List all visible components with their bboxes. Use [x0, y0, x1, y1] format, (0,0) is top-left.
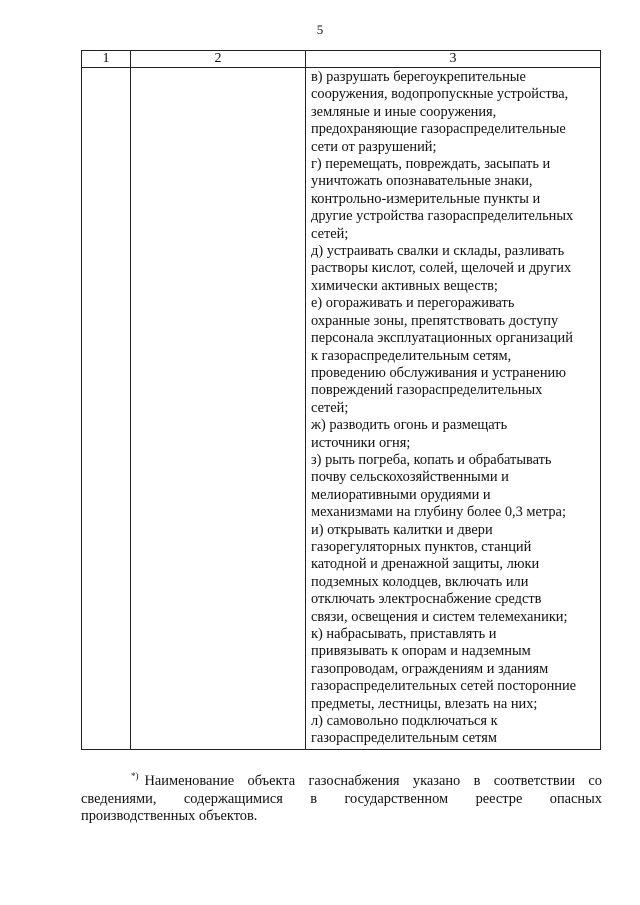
table-cell-col-2	[131, 68, 305, 749]
footnote-line	[81, 791, 602, 809]
table-cell-col-1	[82, 68, 130, 749]
list-item-line: связи, освещения и систем телемеханики;	[311, 608, 568, 625]
list-item-line: растворы кислот, солей, щелочей и других	[311, 260, 572, 277]
list-item-line: механизмами на глубину более 0,3 метра;	[311, 504, 566, 521]
list-item-line: персонала эксплуатационных организаций	[311, 330, 573, 347]
list-item-line: в) разрушать берегоукрепительные	[311, 69, 526, 85]
list-item	[311, 713, 600, 748]
list-item-line: газораспределительных сетей посторонние	[311, 678, 577, 695]
table-header-col-3: 3	[449, 51, 457, 66]
list-item-line: подземных колодцев, включать или	[311, 573, 529, 590]
list-item	[311, 243, 600, 295]
list-item	[311, 69, 600, 156]
footnote-text: сведениями, содержащимися в государственном реестре опасных	[81, 790, 602, 807]
table-header-row	[82, 51, 600, 68]
list-item-line: контрольно-измерительные пункты и	[311, 190, 541, 207]
list-item-line: з) рыть погреба, копать и обрабатывать	[311, 451, 552, 468]
list-item-line: сооружения, водопропускные устройства,	[311, 86, 569, 103]
list-item-line: мелиоративными орудиями и	[311, 486, 491, 503]
list-item-line: катодной и дренажной защиты, люки	[311, 556, 540, 573]
list-item-line: л) самовольно подключаться к	[311, 713, 498, 730]
list-item-line: сетей;	[311, 399, 349, 416]
list-item-line: повреждений газораспределительных	[311, 382, 543, 399]
list-item-line: земляные и иные сооружения,	[311, 103, 497, 120]
list-item-line: е) огораживать и перегораживать	[311, 295, 515, 312]
list-item-line: г) перемещать, повреждать, засыпать и	[311, 156, 551, 173]
list-item-line: д) устраивать свалки и склады, разливать	[311, 243, 565, 260]
list-item-line: ж) разводить огонь и размещать	[311, 417, 508, 434]
list-item-line: отключать электроснабжение средств	[311, 591, 542, 608]
list-item	[311, 522, 600, 626]
footnote	[81, 768, 602, 826]
list-item-line: сетей;	[311, 225, 349, 242]
list-item-line: предохраняющие газораспределительные	[311, 121, 566, 138]
footnote-text: Наименование объекта газоснабжения указано в соответствии со	[144, 773, 602, 789]
footnote-line	[81, 768, 602, 791]
table-header-col-1: 1	[102, 51, 110, 66]
list-item-line: почву сельскохозяйственными и	[311, 469, 509, 486]
list-item-line: источники огня;	[311, 434, 411, 451]
list-item	[311, 417, 600, 452]
list-item	[311, 295, 600, 417]
list-item-line: охранные зоны, препятствовать доступу	[311, 312, 559, 329]
list-item-line: и) открывать калитки и двери	[311, 521, 493, 538]
footnote-text: производственных объектов.	[81, 808, 258, 825]
list-item-line: уничтожать опознавательные знаки,	[311, 173, 533, 190]
footnote-line	[81, 808, 602, 826]
list-item	[311, 626, 600, 713]
list-item-line: газопроводам, ограждениям и зданиям	[311, 660, 549, 677]
list-item-line: к) набрасывать, приставлять и	[311, 626, 497, 642]
list-item-line: химически активных веществ;	[311, 277, 498, 294]
footnote-marker: *)	[131, 771, 139, 781]
list-item	[311, 452, 600, 522]
list-item-line: привязывать к опорам и надземным	[311, 643, 531, 660]
list-item-line: предметы, лестницы, влезать на них;	[311, 695, 538, 712]
page-number: 5	[316, 22, 324, 37]
table-header-col-2: 2	[214, 51, 222, 66]
table-cell-col-3	[311, 69, 600, 748]
list-item-line: к газораспределительным сетям,	[311, 347, 512, 364]
list-item	[311, 156, 600, 243]
list-item-line: газорегуляторных пунктов, станций	[311, 538, 532, 555]
list-item-line: другие устройства газораспределительных	[311, 208, 574, 225]
list-item-line: газораспределительным сетям	[311, 730, 498, 747]
list-item-line: проведению обслуживания и устранению	[311, 364, 566, 381]
document-table	[81, 50, 601, 750]
list-item-line: сети от разрушений;	[311, 138, 437, 155]
column-divider	[305, 51, 306, 749]
